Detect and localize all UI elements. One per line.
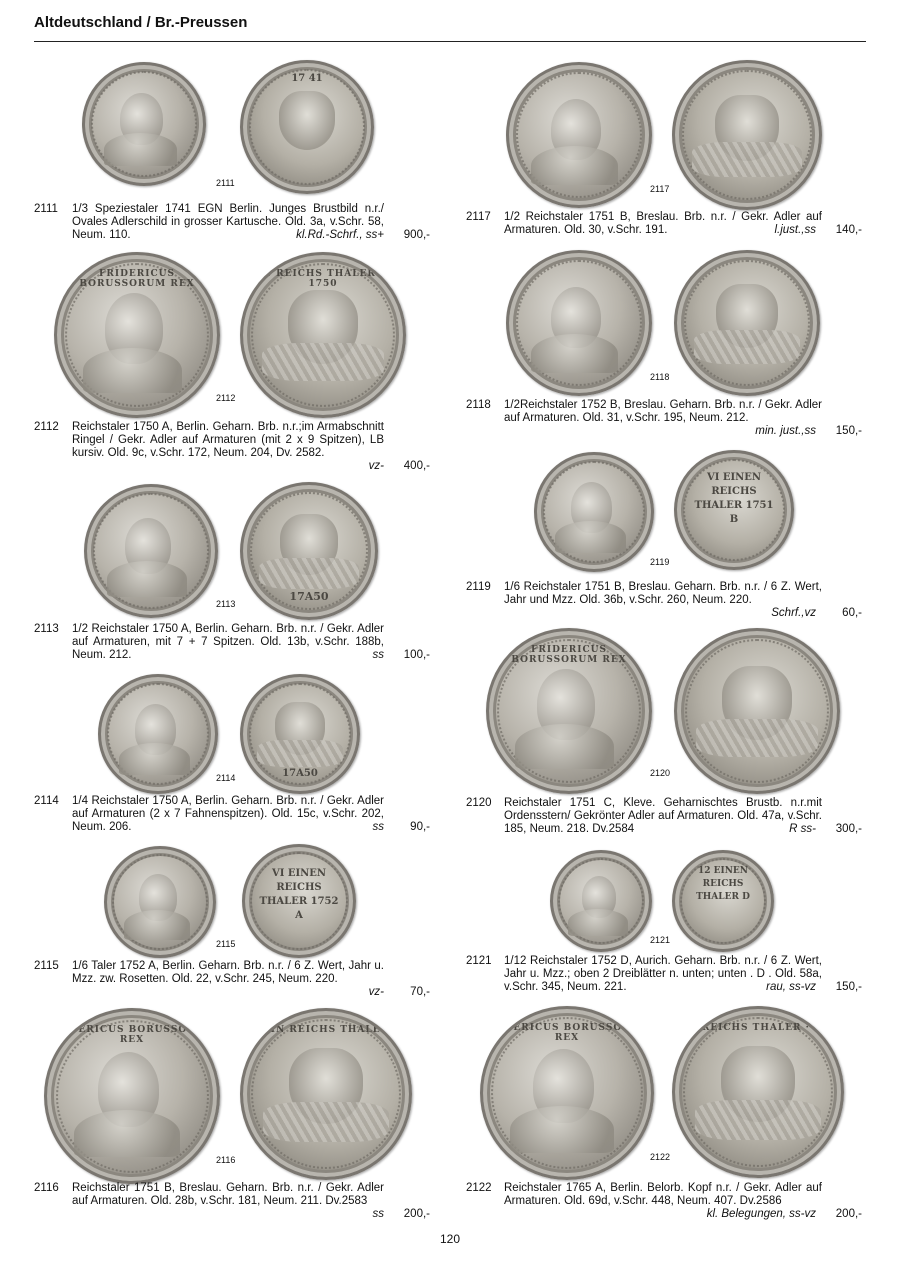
- lot-grade: R ss-: [789, 823, 816, 835]
- lot-image-number: 2118: [650, 372, 670, 382]
- lot-description: [466, 797, 862, 837]
- lot-number: 2113: [34, 623, 59, 635]
- coin-obverse-image: [104, 846, 216, 958]
- coin-legend: EIN REICHS THALER · A 1750: [249, 269, 397, 289]
- lot-grade: rau, ss-vz: [766, 981, 816, 993]
- lot-text: Reichstaler 1750 A, Berlin. Geharn. Brb. n.r.;im Armabschnitt Ringel / Gekr. Adler auf Armaturen (mit 2 x 9 Spitzen), LB kursiv. Old. 9c, v.Schr. 172, Neum. 204, Dv. 2582.: [72, 421, 384, 459]
- coin-legend: 12 EINEN REICHS THALER D: [696, 866, 750, 902]
- lot-number: 2111: [34, 203, 58, 215]
- lot-description: [466, 955, 862, 995]
- coin-obverse-image: [84, 484, 218, 618]
- lot-price: 200,-: [835, 1208, 862, 1220]
- coin-obverse-image: [534, 452, 654, 572]
- coin-legend: 17 41: [291, 73, 323, 84]
- lot-image-number: 2116: [216, 1155, 236, 1165]
- lot-number: 2118: [466, 399, 491, 411]
- coin-reverse-image: [674, 250, 820, 396]
- lot-text: Reichstaler 1765 A, Berlin. Belorb. Kopf n.r. / Gekr. Adler auf Armaturen. Old. 69d, v.Schr. 448, Neum. 407. Dv.2586: [504, 1182, 822, 1207]
- lot-number: 2119: [466, 581, 491, 593]
- lot-text: 1/3 Speziestaler 1741 EGN Berlin. Junges Brustbild n.r./ Ovales Adlerschild in grosser Kartusche. Old. 3a, v.Schr. 58, Neum. 110.: [72, 203, 384, 241]
- lot-image-number: 2119: [650, 557, 670, 567]
- lot-number: 2120: [466, 797, 492, 809]
- lot-text: 1/6 Taler 1752 A, Berlin. Geharn. Brb. n.r. / 6 Z. Wert, Jahr u. Mzz. zw. Rosetten. Old. 22, v.Schr. 245, Neum. 220.: [72, 960, 384, 985]
- coin-legend: FRIDERICUS BORUSSORUM REX: [48, 1025, 216, 1045]
- lot-price: 60,-: [842, 607, 862, 619]
- lot-grade: min. just.,ss: [755, 425, 816, 437]
- lot-text: Reichstaler 1751 C, Kleve. Geharnischtes Brustb. n.r.mit Ordensstern/ Gekrönter Adler auf Armaturen. Old. 47a, v.Schr. 185, Neum. 218. Dv.2584: [504, 797, 822, 835]
- lot-grade: kl. Belegungen, ss-vz: [706, 1208, 816, 1220]
- lot-text: 1/6 Reichstaler 1751 B, Breslau. Geharn. Brb. n.r. / 6 Z. Wert, Jahr und Mzz. Old. 36b, v.Schr. 260, Neum. 220.: [504, 581, 822, 606]
- coin-legend: FRIDERICUS BORUSSORUM REX: [79, 269, 195, 289]
- coin-obverse-image: [550, 850, 652, 952]
- lot-grade: ss: [372, 649, 384, 661]
- lot-price: 140,-: [835, 224, 862, 236]
- coin-reverse-image: [240, 674, 360, 794]
- lot-number: 2116: [34, 1182, 59, 1194]
- lot-image-number: 2117: [650, 184, 670, 194]
- lot-price: 90,-: [410, 821, 430, 833]
- coin-reverse-image: [674, 628, 840, 794]
- lot-image-number: 2122: [650, 1152, 671, 1162]
- coin-reverse-image: [240, 252, 406, 418]
- coin-reverse-image: [242, 844, 356, 958]
- coin-legend: VI EINEN REICHS THALER 1752 A: [259, 868, 339, 921]
- lot-grade: ss: [372, 1208, 384, 1220]
- lot-number: 2117: [466, 211, 491, 223]
- lot-image-number: 2114: [216, 773, 236, 783]
- lot-price: 100,-: [403, 649, 430, 661]
- lot-description: [34, 795, 430, 835]
- coin-reverse-image: [240, 1008, 412, 1180]
- coin-legend: FRIDERICUS BORUSSORUM REX: [483, 1023, 651, 1043]
- lot-image-number: 2121: [650, 935, 671, 945]
- coin-reverse-image: [672, 60, 822, 210]
- coin-reverse-image: [240, 482, 378, 620]
- coin-legend: FRIDERICUS BORUSSORUM REX: [511, 645, 627, 665]
- coin-obverse-image: [506, 62, 652, 208]
- lot-price: 900,-: [403, 229, 430, 241]
- lot-text: 1/2Reichstaler 1752 B, Breslau. Geharn. Brb. n.r. / Gekr. Adler auf Armaturen. Old. 31, v.Schr. 195, Neum. 212.: [504, 399, 822, 424]
- lot-description: [466, 399, 862, 439]
- lot-price: 70,-: [410, 986, 430, 998]
- lot-description: [466, 211, 862, 239]
- coin-reverse-image: [240, 60, 374, 194]
- lot-grade: Schrf.,vz: [771, 607, 816, 619]
- lot-text: 1/12 Reichstaler 1752 D, Aurich. Geharn. Brb. n.r. / 6 Z. Wert, Jahr u. Mzz.; oben 2 Dreiblätter n. unten; unten . D . Old. 58a, v.Schr. 345, Neum. 221.: [504, 955, 822, 993]
- lot-image-number: 2113: [216, 599, 236, 609]
- lot-image-number: 2112: [216, 393, 236, 403]
- lot-number: 2121: [466, 955, 492, 967]
- lot-image-number: 2111: [216, 178, 235, 188]
- coin-obverse-image: [98, 674, 218, 794]
- coin-legend: 17A50: [282, 768, 318, 779]
- lot-price: 150,-: [835, 981, 862, 993]
- lot-description: [34, 203, 430, 243]
- lot-price: 400,-: [403, 460, 430, 472]
- lot-text: Reichstaler 1751 B, Breslau. Geharn. Brb. n.r. / Gekr. Adler auf Armaturen. Old. 28b, v.Schr. 181, Neum. 211. Dv.2583: [72, 1182, 384, 1207]
- lot-grade: vz-: [368, 460, 384, 472]
- coin-reverse-image: [672, 1006, 844, 1178]
- lot-number: 2112: [34, 421, 59, 433]
- coin-legend: 17A50: [289, 590, 329, 603]
- lot-price: 300,-: [835, 823, 862, 835]
- lot-description: [34, 421, 430, 473]
- lot-description: [34, 960, 430, 1000]
- coin-legend: EIN REICHS THALER: [262, 1025, 390, 1035]
- lot-grade: ss: [372, 821, 384, 833]
- lot-grade: kl.Rd.-Schrf., ss+: [296, 229, 384, 241]
- lot-description: [466, 1182, 862, 1222]
- coin-legend: VI EINEN REICHS THALER 1751 B: [694, 472, 774, 525]
- lot-text: 1/4 Reichstaler 1750 A, Berlin. Geharn. Brb. n.r. / Gekr. Adler auf Armaturen (2 x 7 Fahnenspitzen). Old. 15c, v.Schr. 202, Neum. 206.: [72, 795, 384, 833]
- lot-image-number: 2115: [216, 939, 236, 949]
- coin-obverse-image: [486, 628, 652, 794]
- lot-number: 2114: [34, 795, 59, 807]
- page-title: Altdeutschland / Br.-Preussen: [34, 14, 248, 31]
- coin-obverse-image: [82, 62, 206, 186]
- coin-legend: EIN REICHS THALER · A 65: [675, 1023, 841, 1033]
- lot-description: [34, 623, 430, 663]
- lot-text: 1/2 Reichstaler 1750 A, Berlin. Geharn. Brb. n.r. / Gekr. Adler auf Armaturen, mit 7 + 7 Spitzen. Old. 13b, v.Schr. 188b, Neum. 212.: [72, 623, 384, 661]
- lot-description: [34, 1182, 430, 1222]
- lot-number: 2122: [466, 1182, 492, 1194]
- header-divider: [34, 41, 866, 42]
- coin-reverse-image: [674, 450, 794, 570]
- lot-image-number: 2120: [650, 768, 671, 778]
- lot-grade: l.just.,ss: [774, 224, 816, 236]
- lot-number: 2115: [34, 960, 59, 972]
- lot-description: [466, 581, 862, 621]
- lot-grade: vz-: [368, 986, 384, 998]
- lot-price: 150,-: [835, 425, 862, 437]
- coin-obverse-image: [506, 250, 652, 396]
- coin-reverse-image: [672, 850, 774, 952]
- coin-obverse-image: [480, 1006, 654, 1180]
- lot-price: 200,-: [403, 1208, 430, 1220]
- coin-obverse-image: [44, 1008, 220, 1184]
- coin-obverse-image: [54, 252, 220, 418]
- lot-text: 1/2 Reichstaler 1751 B, Breslau. Brb. n.r. / Gekr. Adler auf Armaturen. Old. 30, v.Schr. 191.: [504, 211, 822, 236]
- page-number: 120: [439, 1232, 461, 1246]
